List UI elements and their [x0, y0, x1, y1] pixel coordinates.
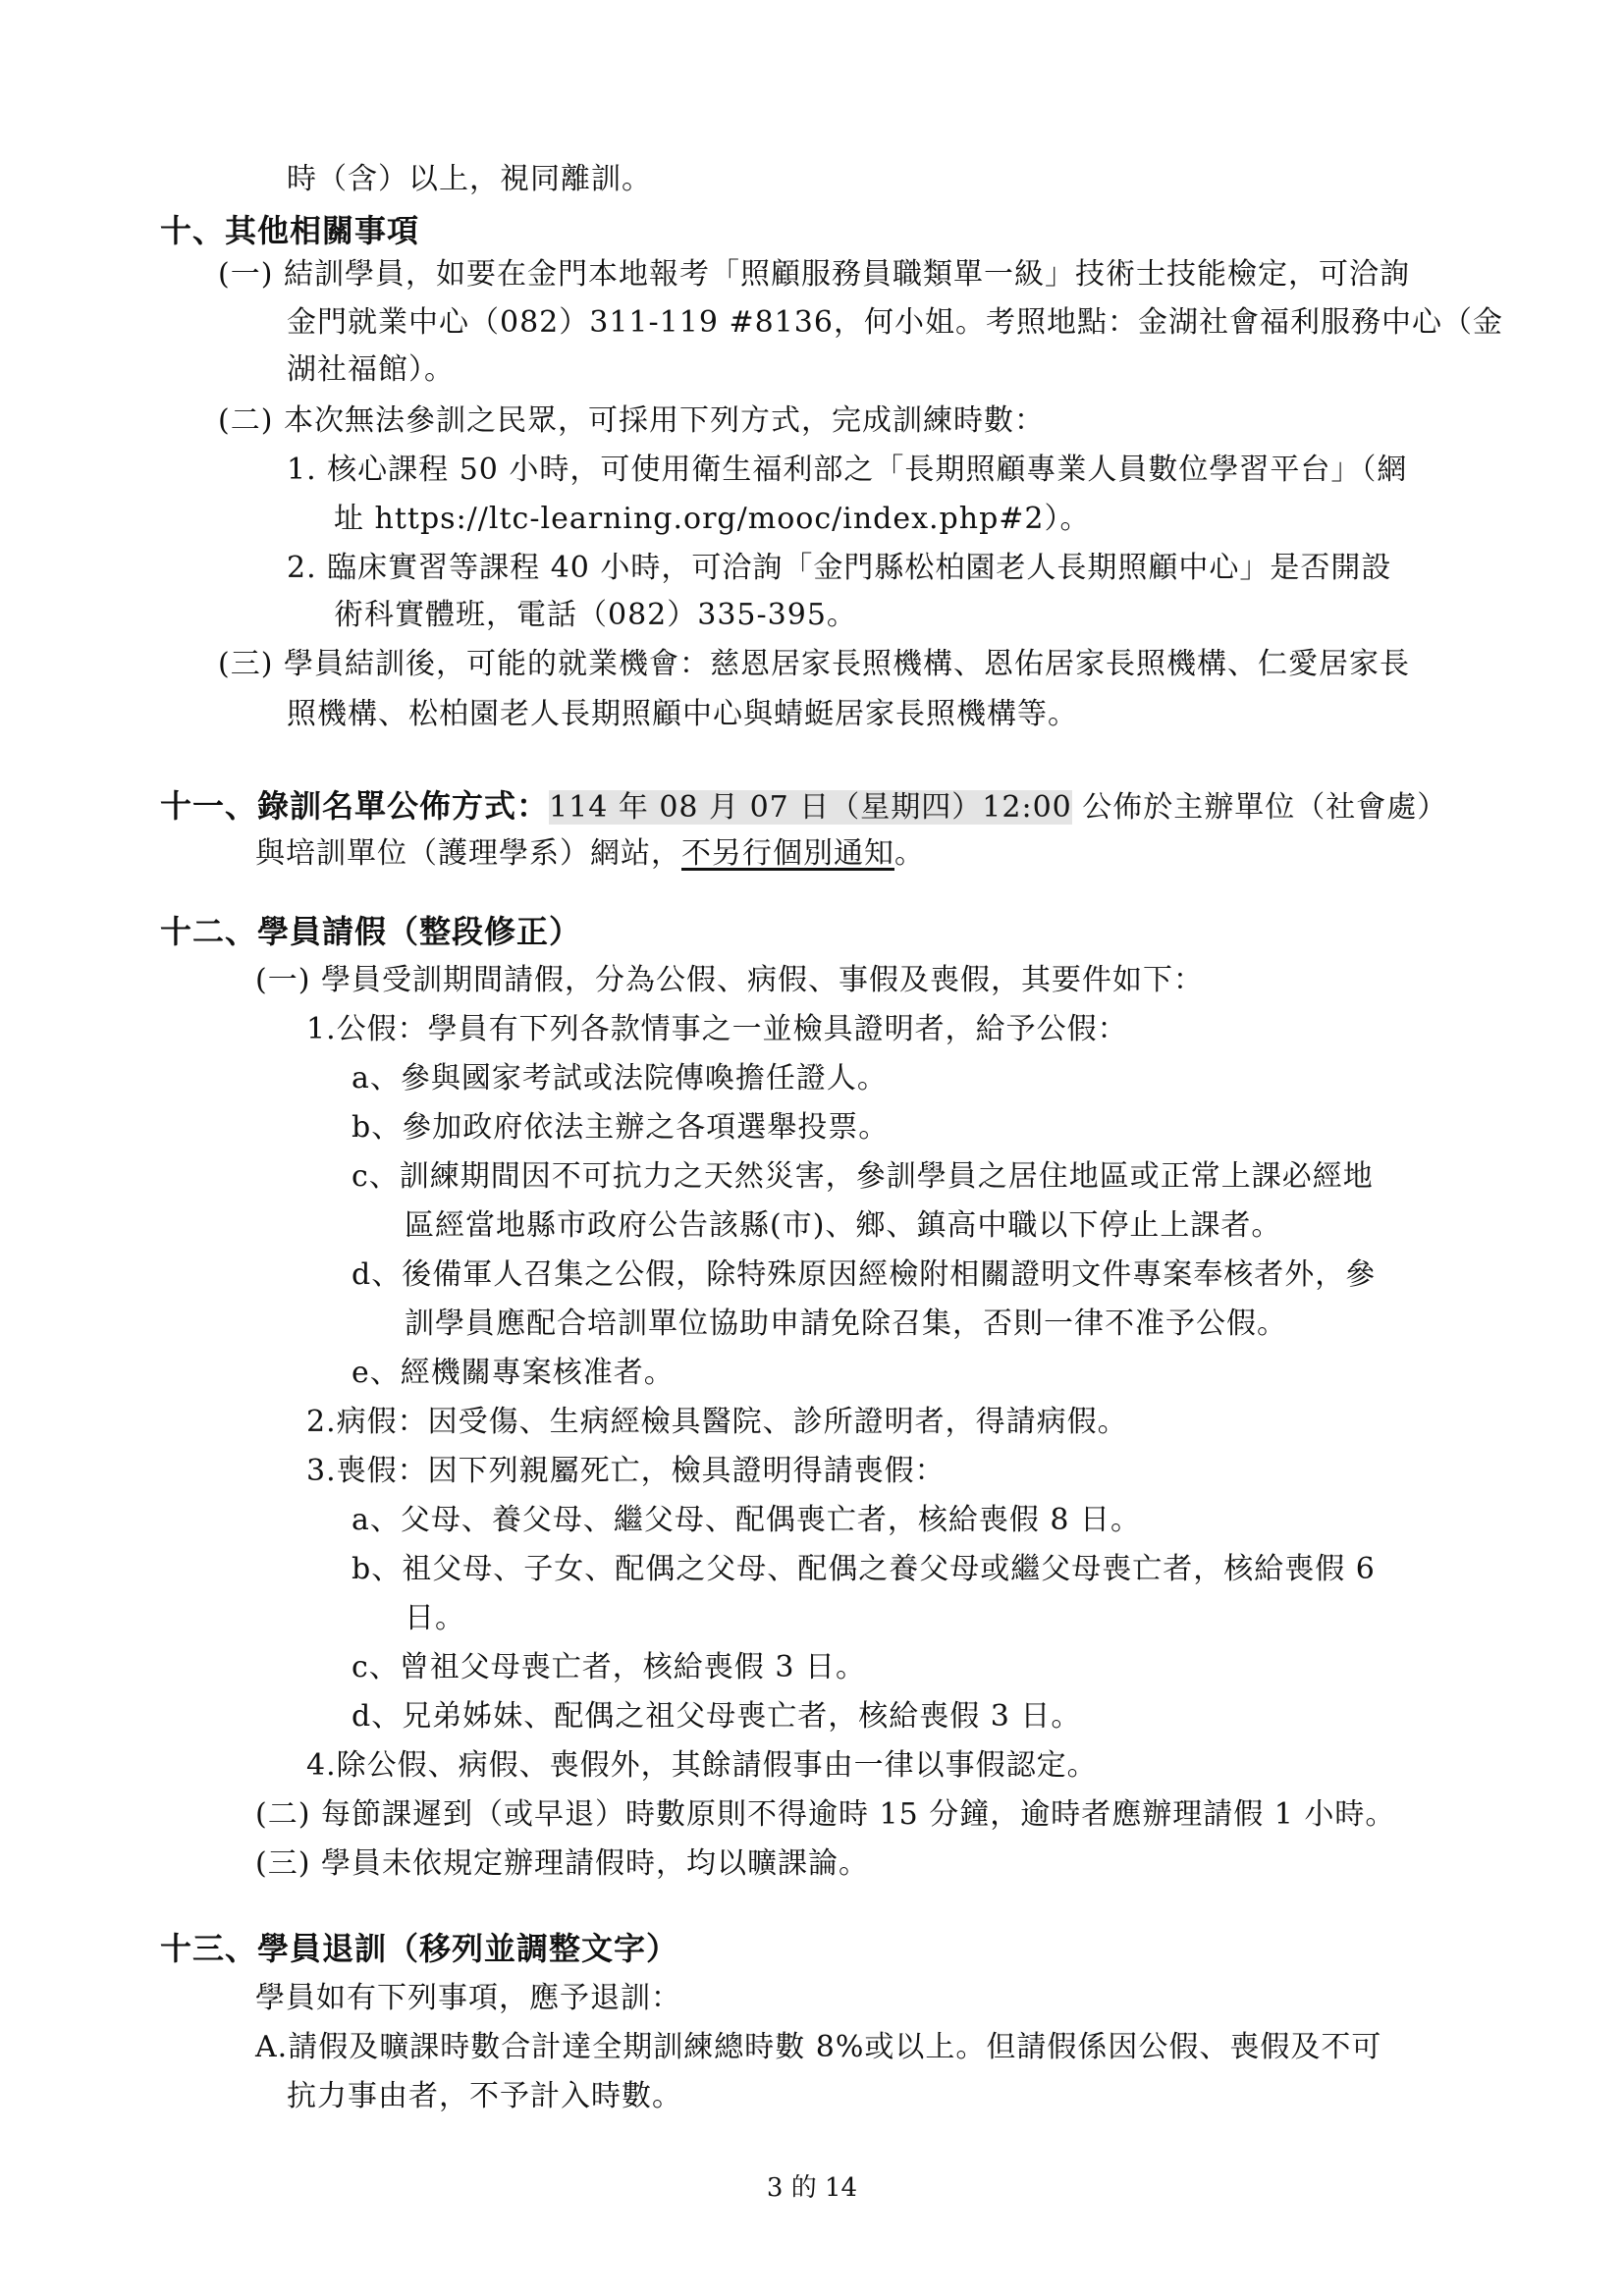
list-item: c、訓練期間因不可抗力之天然災害，參訓學員之居住地區或正常上課必經地	[352, 1159, 1374, 1194]
text-line: 區經當地縣市政府公告該縣(市)、鄉、鎮高中職以下停止上課者。	[405, 1208, 1282, 1243]
announcement-date-highlight: 114 年 08 月 07 日（星期四）12:00	[549, 790, 1072, 825]
text-line	[255, 833, 925, 875]
text-line: 2.病假：因受傷、生病經檢具醫院、診所證明者，得請病假。	[306, 1405, 1128, 1439]
text-line: 1.公假：學員有下列各款情事之一並檢具證明者，給予公假：	[306, 1012, 1128, 1046]
text-line: 1. 核心課程 50 小時，可使用衛生福利部之「長期照顧專業人員數位學習平台」（網	[287, 453, 1408, 487]
list-item: a、父母、養父母、繼父母、配偶喪亡者，核給喪假 8 日。	[352, 1503, 1142, 1537]
announcement-text: 與培訓單位（護理學系）網站，	[255, 836, 681, 871]
list-item: b、祖父母、子女、配偶之父母、配偶之養父母或繼父母喪亡者，核給喪假 6	[352, 1552, 1376, 1586]
text-line: (一) 學員受訓期間請假，分為公假、病假、事假及喪假，其要件如下：	[255, 963, 1204, 997]
text-line: 2. 臨床實習等課程 40 小時，可洽詢「金門縣松柏園老人長期照顧中心」是否開設	[287, 551, 1392, 585]
text-line: 湖社福館）。	[287, 352, 455, 387]
list-item: A.請假及曠課時數合計達全期訓練總時數 8%或以上。但請假係因公假、喪假及不可	[255, 2030, 1382, 2064]
text-line: (三) 學員結訓後，可能的就業機會：慈恩居家長照機構、恩佑居家長照機構、仁愛居家長	[218, 647, 1410, 681]
section-heading-13: 十三、學員退訓（移列並調整文字）	[160, 1930, 679, 1967]
list-item: b、參加政府依法主辦之各項選舉投票。	[352, 1110, 890, 1145]
section-heading-10: 十、其他相關事項	[160, 212, 420, 249]
list-item: c、曾祖父母喪亡者，核給喪假 3 日。	[352, 1650, 866, 1684]
list-item: d、後備軍人召集之公假，除特殊原因經檢附相關證明文件專案奉核者外，參	[352, 1257, 1377, 1292]
announcement-text: 公佈於主辦單位（社會處）	[1071, 790, 1448, 825]
section-heading-11	[160, 785, 1447, 828]
page-number: 3 的 14	[766, 2173, 858, 2203]
text-line: 照機構、松柏園老人長期照顧中心與蜻蜓居家長照機構等。	[287, 697, 1078, 731]
text-line: 時（含）以上，視同離訓。	[287, 162, 652, 196]
text-line: (一) 結訓學員，如要在金門本地報考「照顧服務員職類單一級」技術士技能檢定，可洽詢	[218, 257, 1410, 292]
text-line: 抗力事由者，不予計入時數。	[287, 2079, 682, 2113]
section-heading-12: 十二、學員請假（整段修正）	[160, 913, 582, 950]
list-item: d、兄弟姊妹、配偶之祖父母喪亡者，核給喪假 3 日。	[352, 1699, 1082, 1734]
list-item: e、經機關專案核准者。	[352, 1356, 675, 1390]
text-line: 訓學員應配合培訓單位協助申請免除召集，否則一律不准予公假。	[405, 1307, 1287, 1341]
text-line: 3.喪假：因下列親屬死亡，檢具證明得請喪假：	[306, 1454, 946, 1488]
text-line: 學員如有下列事項，應予退訓：	[255, 1981, 681, 2015]
underlined-notice: 不另行個別通知	[681, 836, 894, 871]
text-line: 金門就業中心（082）311-119 #8136，何小姐。考照地點：金湖社會福利服務中心（金	[287, 305, 1503, 340]
text-fragment: 。	[894, 836, 925, 871]
list-item: a、參與國家考試或法院傳喚擔任證人。	[352, 1061, 888, 1095]
text-line: 日。	[405, 1601, 465, 1635]
section-heading-11-title: 十一、錄訓名單公佈方式：	[160, 787, 550, 825]
text-line: 術科實體班，電話（082）335-395。	[334, 598, 857, 632]
text-line: (二) 每節課遲到（或早退）時數原則不得逾時 15 分鐘，逾時者應辦理請假 1 小時。	[255, 1797, 1396, 1832]
text-line: (三) 學員未依規定辦理請假時，均以曠課論。	[255, 1846, 869, 1881]
text-line: 4.除公假、病假、喪假外，其餘請假事由一律以事假認定。	[306, 1748, 1098, 1783]
text-line: 址 https://ltc-learning.org/mooc/index.php#2）。	[334, 502, 1091, 536]
text-line: (二) 本次無法參訓之民眾，可採用下列方式，完成訓練時數：	[218, 403, 1045, 438]
